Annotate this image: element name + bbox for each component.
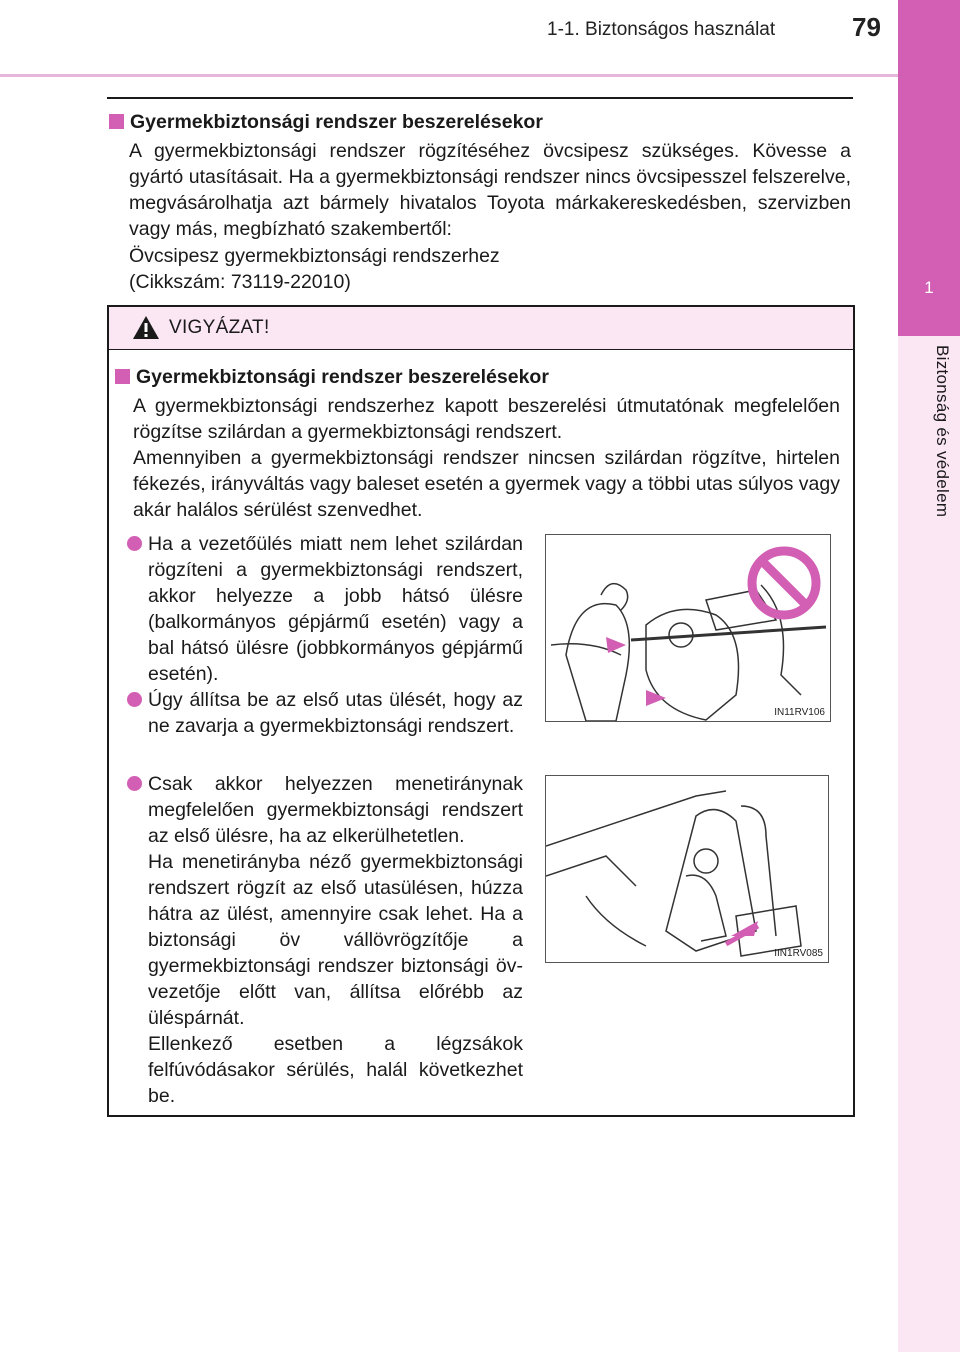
bullet-text: Ha a vezetőülés miatt nem lehet szilárdan rögzíteni a gyermekbiztonsági rendszert, akkor helyezze a jobb hátsó ülésre (balkormányos gépjármű esetén) vagy a bal hátsó ülésre (jobbkormányos gépjármű esetén). xyxy=(148,533,523,685)
bullet-dot-icon xyxy=(127,776,142,791)
bullet-dot-icon xyxy=(127,536,142,551)
warning-heading-text: Gyermekbiztonsági rendszer beszerelésekor xyxy=(136,366,549,388)
bullet-text: Csak akkor helyezzen menetiránynak megfelelően gyermekbiztonsági rendszert az első ülésre, ha az elkerülhetetlen. xyxy=(148,773,523,847)
bullet-dot-icon xyxy=(127,692,142,707)
warning-box xyxy=(107,305,855,1117)
warning-triangle-icon xyxy=(132,315,160,340)
bullet-extra-text: Ha menetirányba néző gyermekbiztonsági rendszert rögzít az első utasülésen, húzza hátra az ülést, amennyire csak lehet. Ha a biztonsági öv vállövrögzítője a gyermekbiztonsági rendszer biztonsági öv-vezetője előtt van, állítsa előrébb az üléspárnát. xyxy=(148,851,523,1029)
warning-heading xyxy=(115,366,549,389)
chapter-title: Biztonság és védelem xyxy=(933,345,952,518)
warning-paragraph-line-2: Amennyiben a gyermekbiztonsági rendszer nincsen szilárdan rögzítve, hirtelen fékezés, irányváltás vagy baleset esetén a gyermek vagy a többi utas súlyos vagy akár halálos sérülést szenvedhet. xyxy=(133,447,840,521)
warning-bullet xyxy=(148,771,523,1109)
warning-paragraph xyxy=(133,393,840,523)
warning-paragraph-line-1: A gyermekbiztonsági rendszerhez kapott beszerelési útmutatónak megfelelően rögzítse szilárdan a gyermekbiztonsági rendszert. xyxy=(133,395,840,443)
section-heading xyxy=(109,111,543,134)
part-line-1: Övcsipesz gyermekbiztonsági rendszerhez xyxy=(129,245,500,267)
part-number-block xyxy=(129,243,851,295)
front-seat-child-seat-illustration xyxy=(546,776,828,962)
figure-code: IN11RV106 xyxy=(774,707,825,718)
figure-code: IIN1RV085 xyxy=(774,948,823,959)
page-number: 79 xyxy=(852,12,881,42)
section-title: 1-1. Biztonságos használat xyxy=(547,19,776,40)
illustration-rear-seat-child-seat xyxy=(545,534,831,722)
section-heading-text: Gyermekbiztonsági rendszer beszerelésekor xyxy=(130,111,543,133)
chapter-side-tab xyxy=(898,0,960,1352)
warning-title: VIGYÁZAT! xyxy=(169,317,270,338)
warning-bullet xyxy=(148,531,523,687)
chapter-number: 1 xyxy=(924,278,934,297)
part-line-2: (Cikkszám: 73119-22010) xyxy=(129,271,351,293)
bullet-text: Úgy állítsa be az első utas ülését, hogy az ne zavarja a gyermekbiztonsági rendszert. xyxy=(148,689,523,737)
car-seat-prohibited-illustration xyxy=(546,535,830,721)
header-divider xyxy=(0,74,898,77)
warning-header xyxy=(109,307,853,350)
square-bullet-icon xyxy=(109,114,124,129)
bullet-extra-text: Ellenkező esetben a légzsákok felfúvódásakor sérülés, halál következhet be. xyxy=(148,1033,523,1107)
section-paragraph: A gyermekbiztonsági rendszer rögzítéséhez övcsipesz szükséges. Kövesse a gyártó utasításait. Ha a gyermekbiztonsági rendszer nincs övcsipesszel felszerelve, megvásárolhatja azt bármely hivatalos Toyota márkakereskedésben, szervizben vagy más, megbízható szakembertől: xyxy=(129,140,851,240)
square-bullet-icon xyxy=(115,369,130,384)
warning-bullet xyxy=(148,687,523,739)
content-divider xyxy=(107,97,853,99)
illustration-front-seat-child-seat xyxy=(545,775,829,963)
